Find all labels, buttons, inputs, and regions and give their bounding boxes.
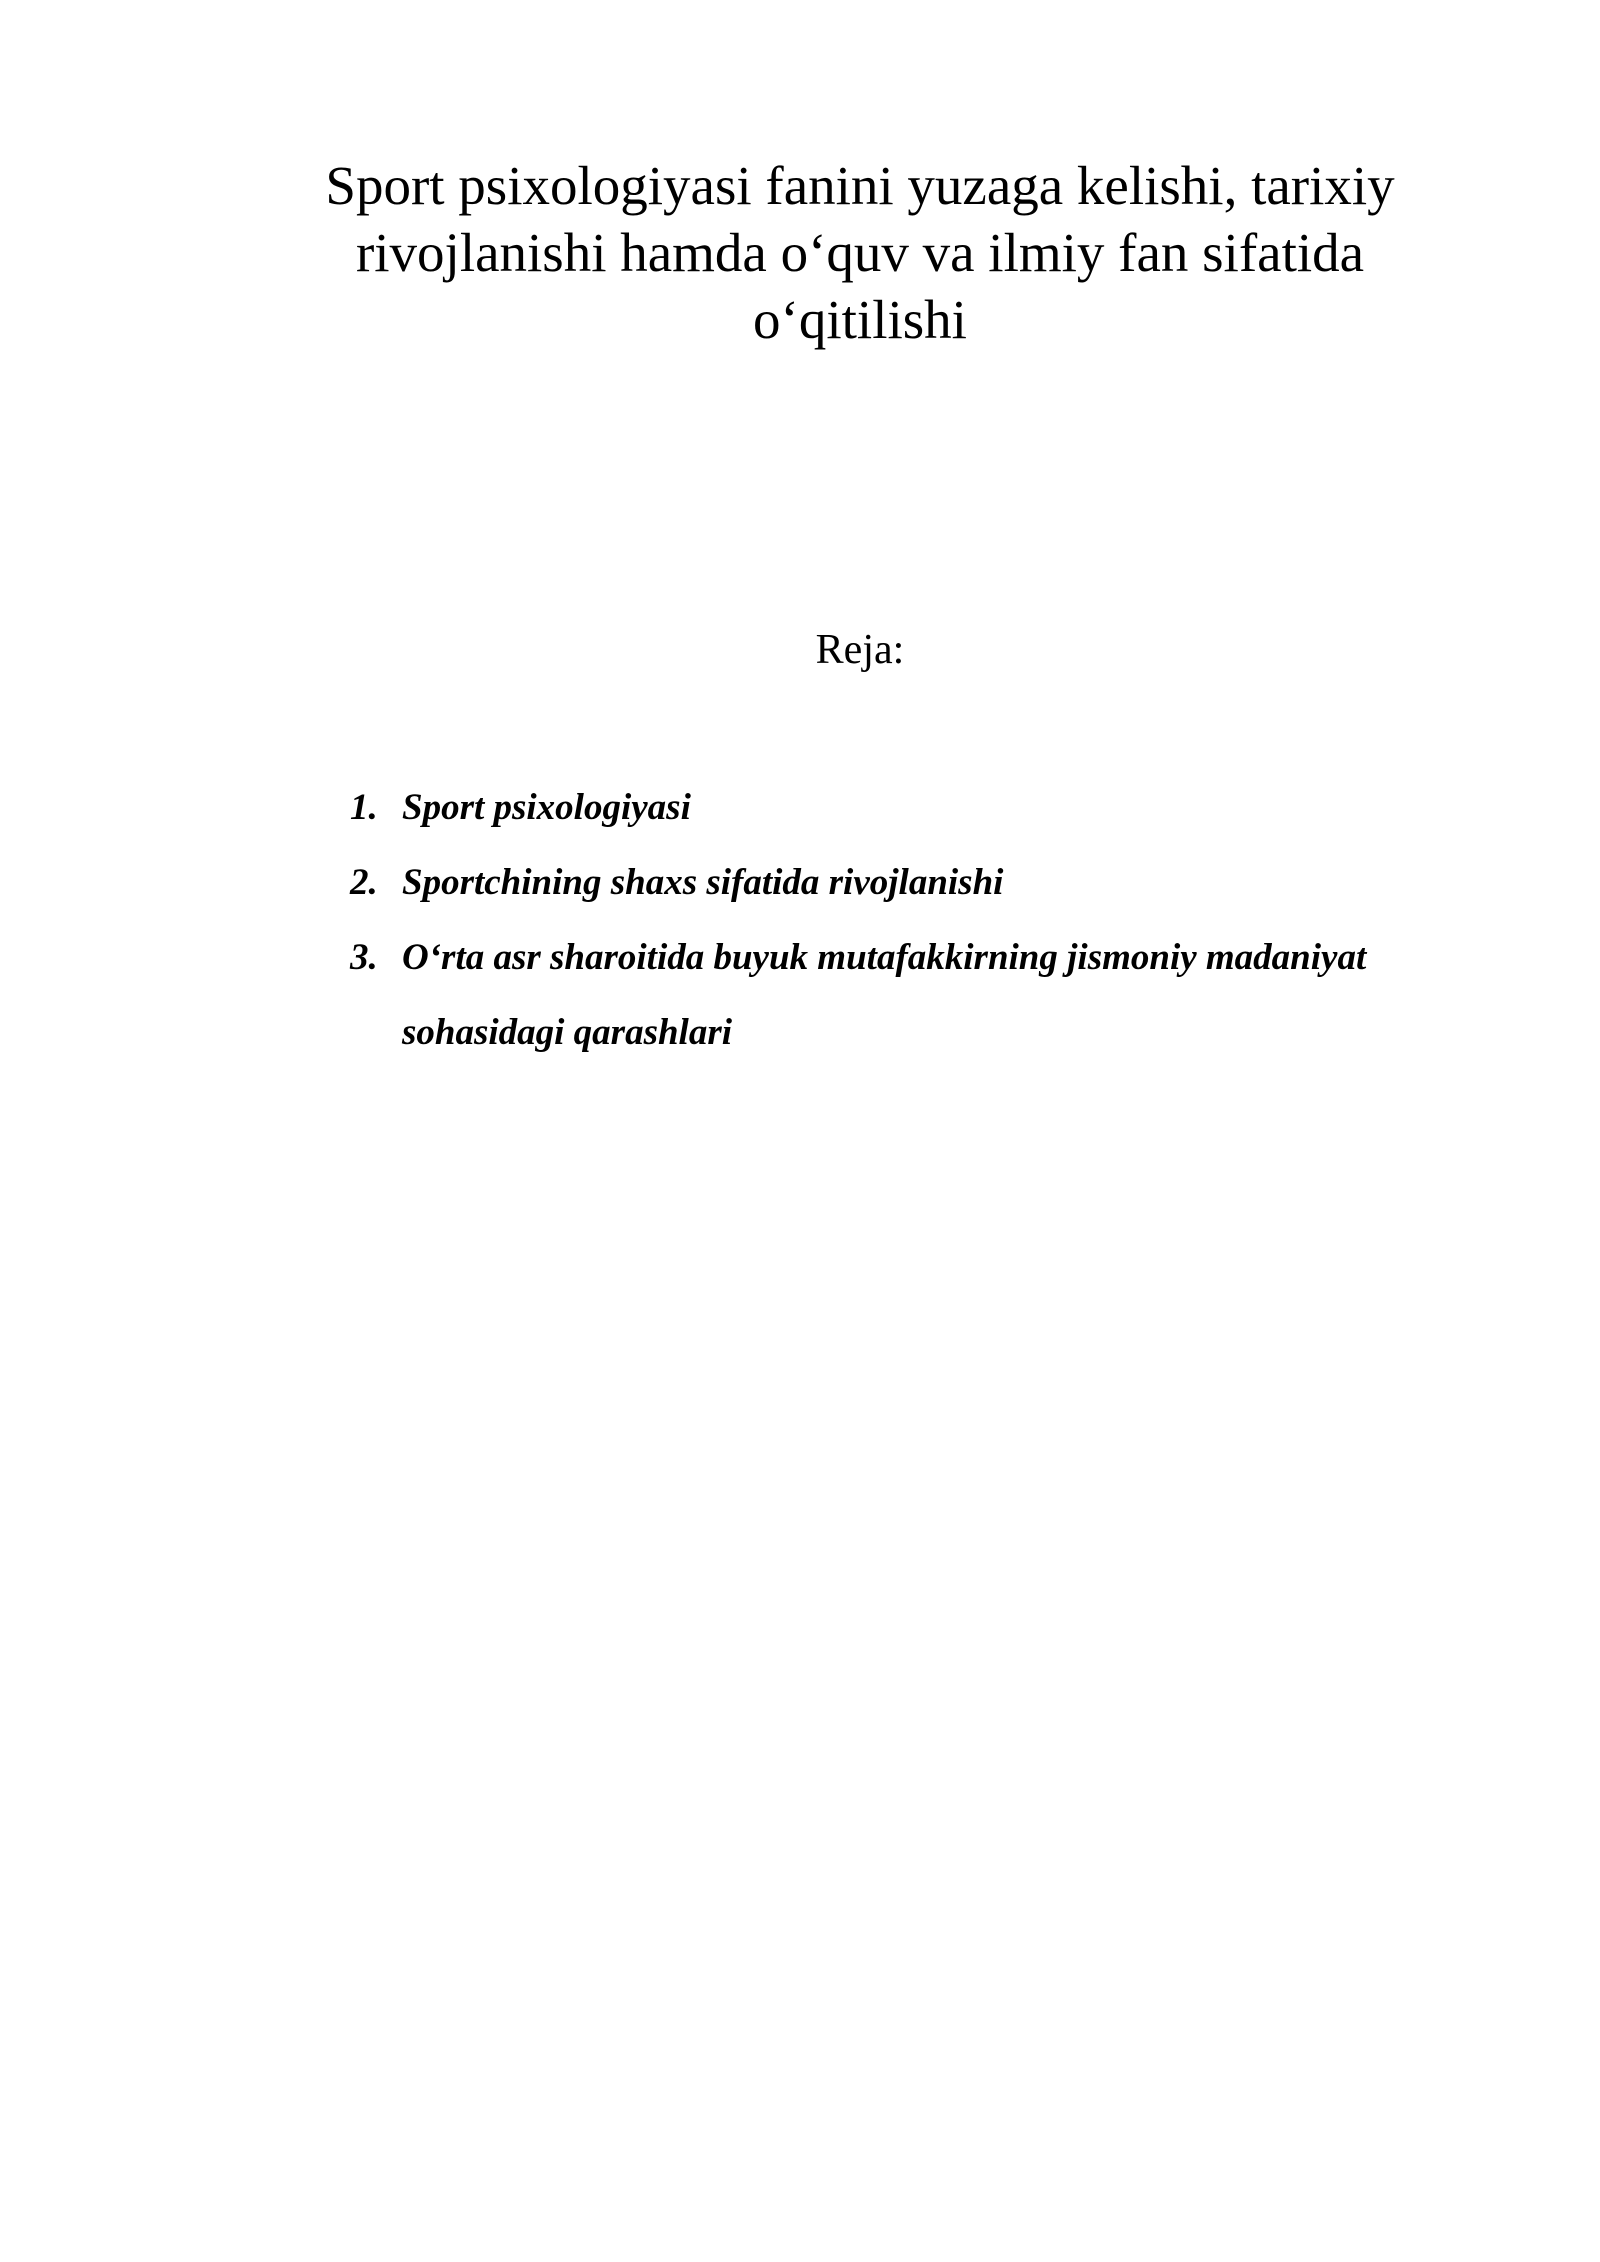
plan-item-number: 1. — [350, 787, 378, 828]
document-title-line: o‘qitilishi — [753, 289, 967, 350]
plan-item-text: Sportchining shaxs sifatida rivojlanishi — [402, 862, 1004, 903]
plan-item-text: O‘rta asr sharoitida buyuk mutafakkirning jismoniy madaniyat sohasidagi qarashlari — [402, 937, 1367, 1053]
plan-list-item — [350, 920, 1400, 1070]
plan-item-text: Sport psixologiyasi — [402, 787, 691, 828]
plan-list-item — [350, 770, 1400, 845]
plan-heading: Reja: — [815, 627, 905, 673]
plan-item-number: 3. — [350, 937, 378, 978]
document-title-line: rivojlanishi hamda o‘quv va ilmiy fan sifatida — [355, 222, 1365, 283]
plan-list — [350, 770, 1400, 1070]
document-title-line: Sport psixologiyasi fanini yuzaga kelishi, tarixiy — [325, 155, 1395, 216]
document-title — [240, 152, 1480, 353]
plan-list-item — [350, 845, 1400, 920]
plan-item-number: 2. — [350, 862, 378, 903]
